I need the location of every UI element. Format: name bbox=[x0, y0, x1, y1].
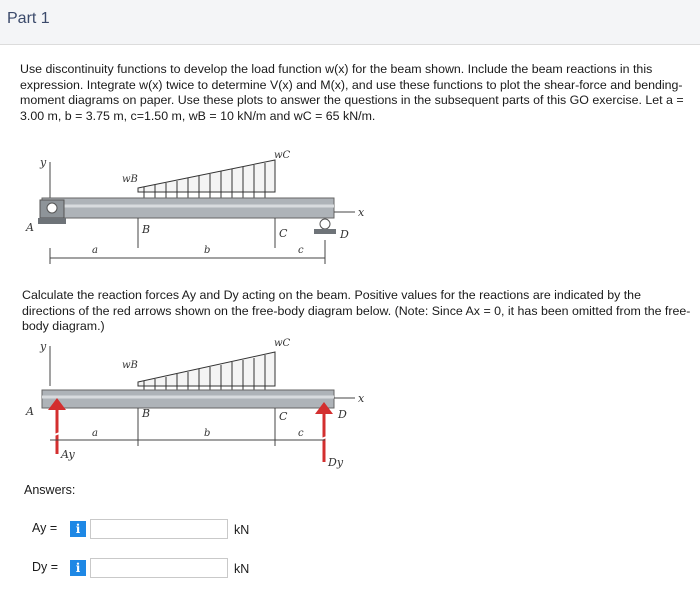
pin-support-a bbox=[38, 200, 66, 224]
dim-a-label: a bbox=[92, 428, 98, 439]
part-header bbox=[0, 0, 700, 45]
dy-answer-field[interactable] bbox=[90, 558, 228, 578]
free-body-diagram bbox=[0, 336, 420, 476]
problem-statement: Use discontinuity functions to develop the load function w(x) for the beam shown. Include the beam reactions in this expression. Integrate w(x) twice to determine V(x) and M(x), and use these functions to plot the shear-force and bending-moment diagrams on paper. Use these plots to answer the questions in the subsequent parts of this GO exercise. Let a = 3.00 m, b = 3.75 m, c=1.50 m, wB = 10 kN/m and wC = 65 kN/m. bbox=[20, 62, 684, 123]
dim-c-label: c bbox=[298, 428, 304, 439]
wC-label: wC bbox=[274, 338, 291, 349]
dy-answer-label: Dy = bbox=[32, 560, 59, 574]
reaction-dy-arrow bbox=[315, 402, 333, 462]
point-c-label: C bbox=[279, 410, 288, 423]
point-d-label: D bbox=[338, 408, 347, 421]
ay-answer-field[interactable] bbox=[90, 519, 228, 539]
beam bbox=[42, 198, 334, 218]
y-axis-label: y bbox=[40, 340, 47, 353]
dy-unit: kN bbox=[234, 562, 250, 576]
point-b-label: B bbox=[142, 407, 151, 420]
point-a-label: A bbox=[26, 405, 34, 418]
point-d-label: D bbox=[340, 228, 349, 241]
dim-c-label: c bbox=[298, 245, 304, 256]
ay-unit: kN bbox=[234, 523, 250, 537]
dy-label: Dy bbox=[328, 456, 344, 469]
dim-b-label: b bbox=[204, 428, 211, 439]
ay-answer-label: Ay = bbox=[32, 521, 58, 535]
point-b-label: B bbox=[142, 223, 151, 236]
ay-label: Ay bbox=[61, 448, 75, 461]
dim-a-label: a bbox=[92, 245, 98, 256]
wC-label: wC bbox=[274, 150, 291, 161]
reaction-question: Calculate the reaction forces Ay and Dy acting on the beam. Positive values for the reactions are indicated by the directions of the red arrows shown on the free-body diagram below. (Note: Since Ax = 0, it has been omitted from the free-body diagram.) bbox=[22, 288, 691, 333]
dim-b-label: b bbox=[204, 245, 211, 256]
wB-label: wB bbox=[122, 174, 138, 185]
point-c-label: C bbox=[279, 227, 288, 240]
point-a-label: A bbox=[26, 221, 34, 234]
beam bbox=[42, 390, 334, 408]
info-icon[interactable]: i bbox=[70, 560, 86, 576]
info-icon[interactable]: i bbox=[70, 521, 86, 537]
roller-support-d bbox=[314, 219, 336, 234]
beam-diagram bbox=[0, 140, 420, 270]
x-axis-label: x bbox=[358, 206, 365, 219]
part-title: Part 1 bbox=[7, 10, 50, 27]
answers-label: Answers: bbox=[24, 483, 76, 497]
y-axis-label: y bbox=[40, 156, 47, 169]
x-axis-label: x bbox=[358, 392, 365, 405]
wB-label: wB bbox=[122, 360, 138, 371]
